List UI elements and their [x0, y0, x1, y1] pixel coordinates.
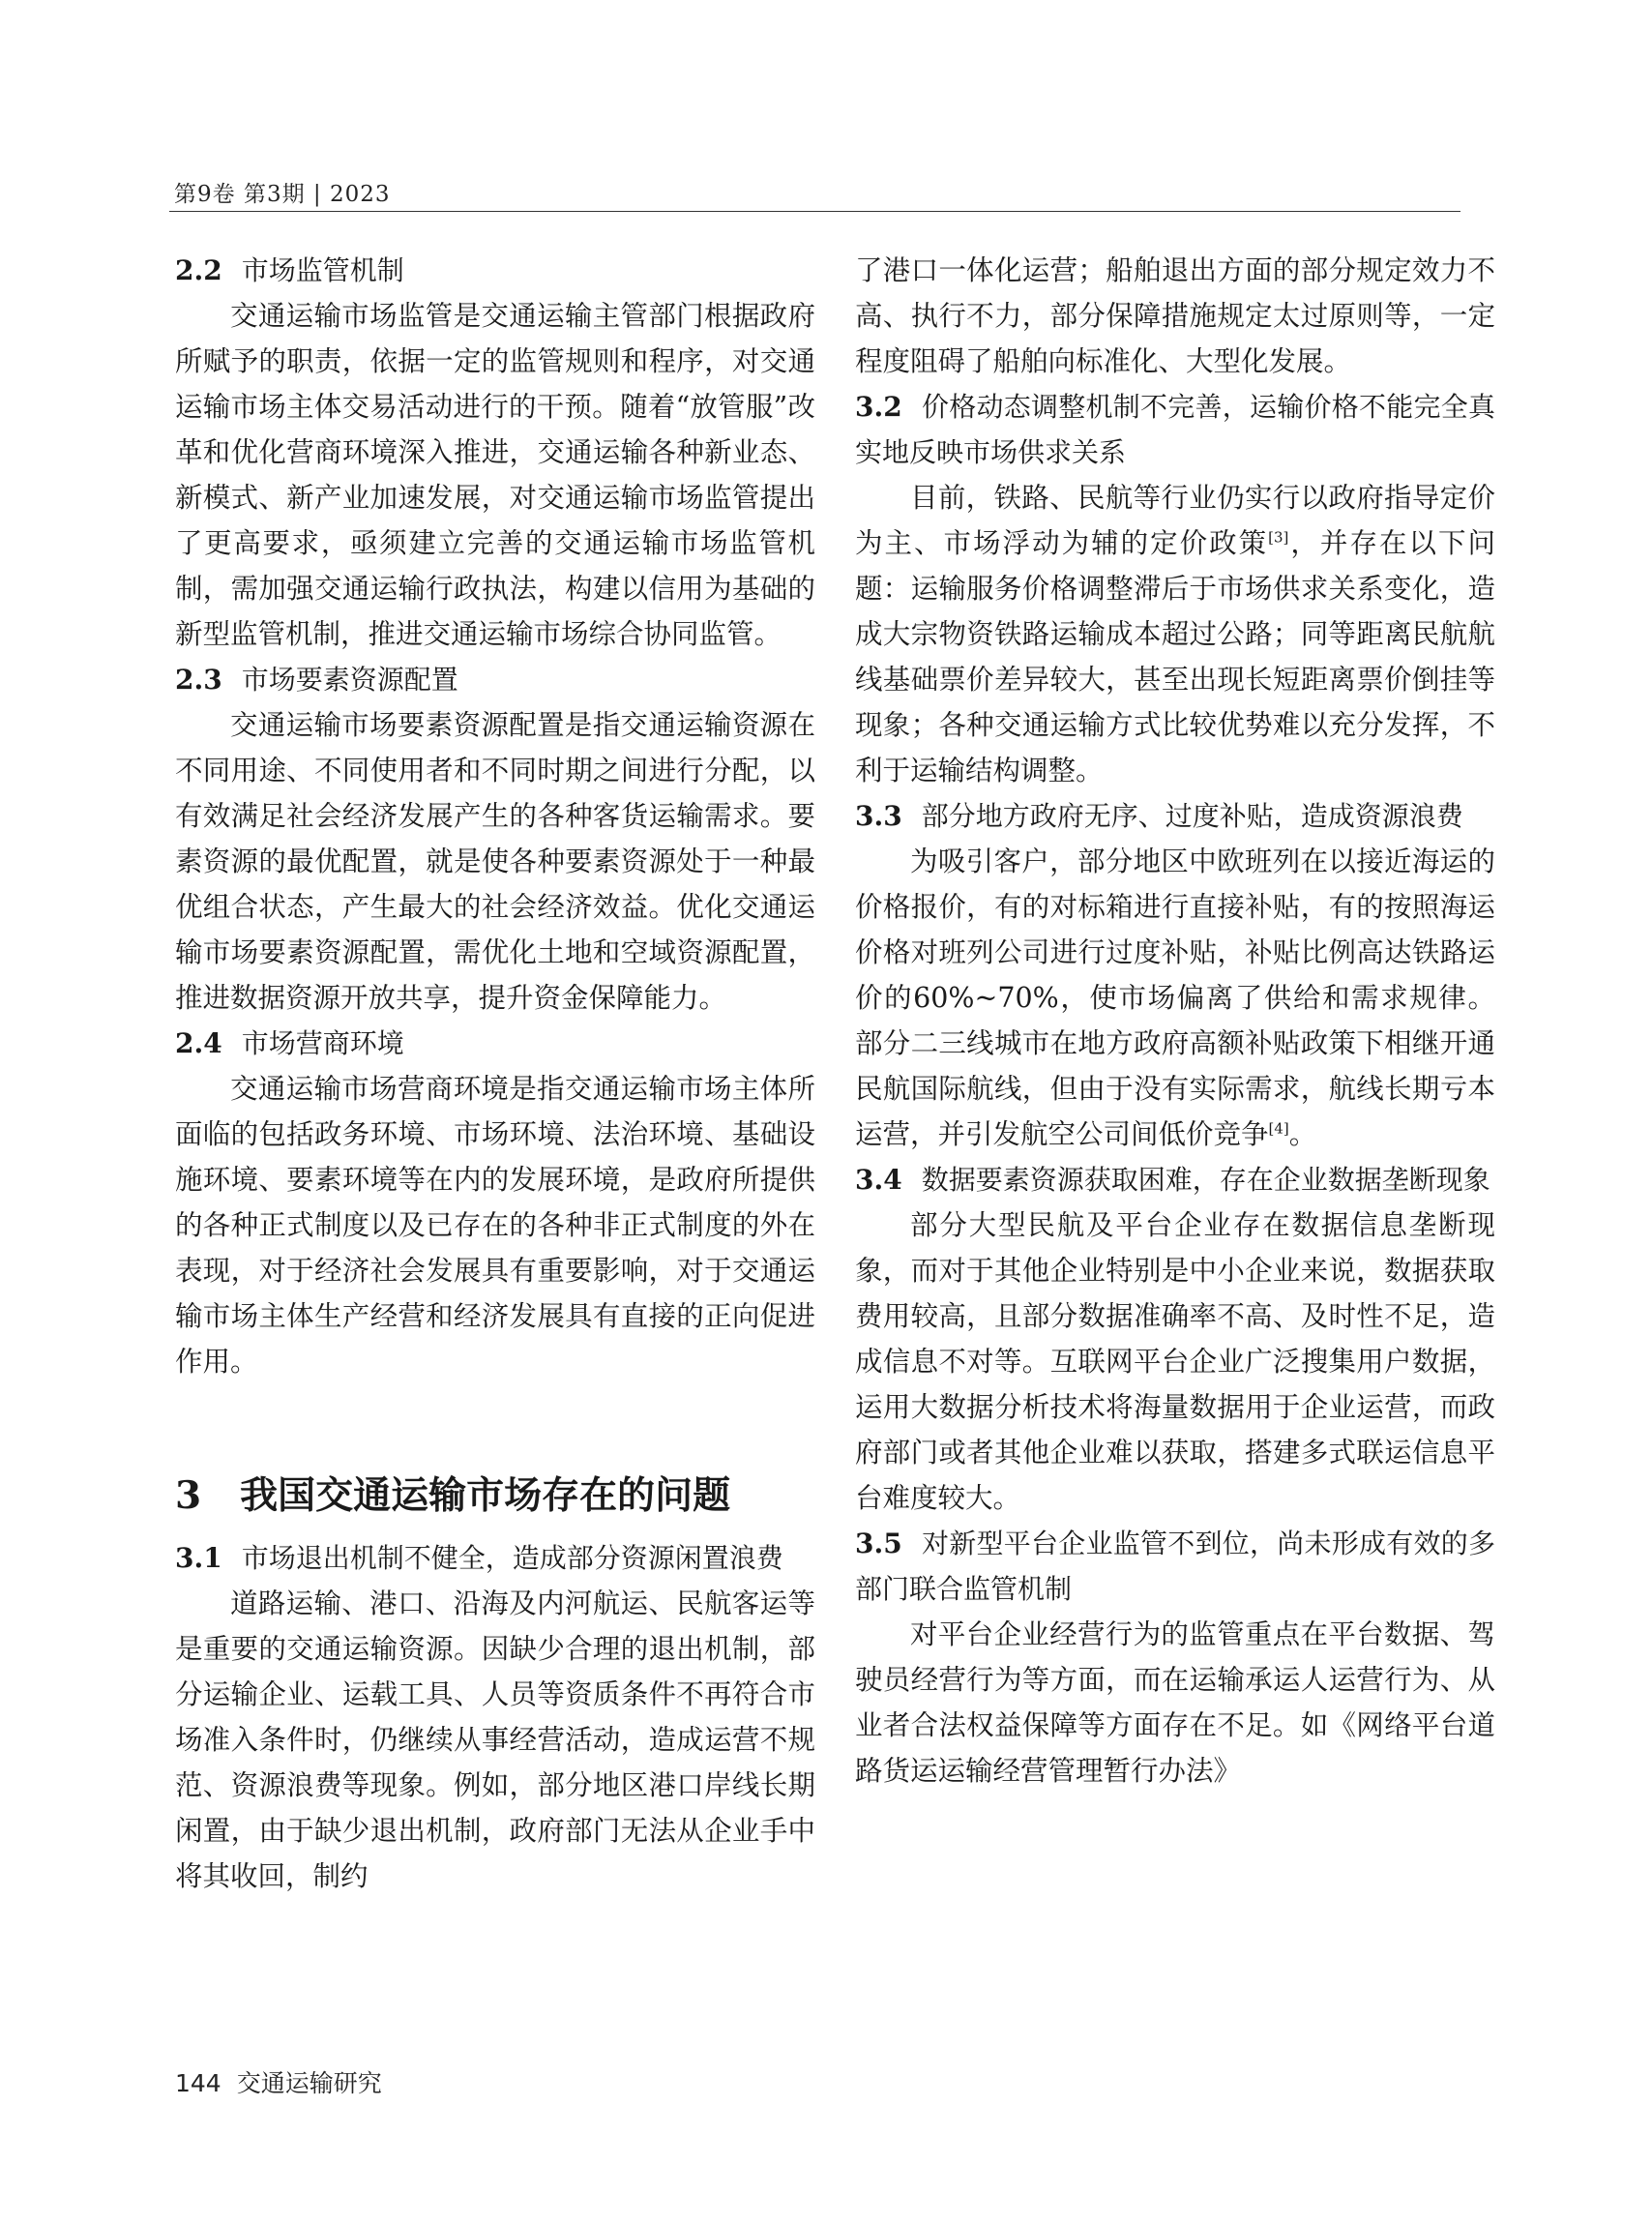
journal-name: 交通运输研究: [236, 2069, 382, 2097]
citation-ref[interactable]: [3]: [1268, 528, 1289, 547]
paragraph: 道路运输、港口、沿海及内河航运、民航客运等是重要的交通运输资源。因缺少合理的退出机制，部分运输企业、运载工具、人员等资质条件不再符合市场准入条件时，仍继续从事经营活动，造成运营不规范、资源浪费等现象。例如，部分地区港口岸线长期闲置，由于缺少退出机制，政府部门无法从企业手中将其收回，制约: [175, 1587, 815, 1892]
section-heading-2-3: 2.3 市场要素资源配置: [175, 664, 458, 696]
paragraph: 交通运输市场营商环境是指交通运输市场主体所面临的包括政务环境、市场环境、法治环境、基础设施环境、要素环境等在内的发展环境，是政府所提供的各种正式制度以及已存在的各种非正式制度的外在表现，对于经济社会发展具有重要影响，对于交通运输市场主体生产经营和经济发展具有直接的正向促进作用。: [175, 1073, 815, 1378]
section-heading-2-2: 2.2 市场监管机制: [175, 254, 404, 286]
chapter-heading-3: 3 我国交通运输市场存在的问题: [175, 1473, 731, 1518]
page-number: 144: [175, 2069, 221, 2097]
section-heading-3-5: 3.5 对新型平台企业监管不到位，尚未形成有效的多部门联合监管机制: [855, 1528, 1495, 1605]
running-head: 第9卷 第3期 | 2023: [174, 182, 391, 207]
paragraph: 部分大型民航及平台企业存在数据信息垄断现象，而对于其他企业特别是中小企业来说，数据获取费用较高，且部分数据准确率不高、及时性不足，造成信息不对等。互联网平台企业广泛搜集用户数据，运用大数据分析技术将海量数据用于企业运营，而政府部门或者其他企业难以获取，搭建多式联运信息平台难度较大。: [855, 1209, 1495, 1514]
section-heading-3-2: 3.2 价格动态调整机制不完善，运输价格不能完全真实地反映市场供求关系: [855, 391, 1495, 468]
section-heading-3-4: 3.4 数据要素资源获取困难，存在企业数据垄断现象: [855, 1164, 1490, 1196]
paragraph-continued: 了港口一体化运营；船舶退出方面的部分规定效力不高、执行不力，部分保障措施规定太过原则等，一定程度阻碍了船舶向标准化、大型化发展。: [855, 254, 1495, 377]
citation-ref[interactable]: [4]: [1268, 1119, 1289, 1138]
paragraph: 对平台企业经营行为的监管重点在平台数据、驾驶员经营行为等方面，而在运输承运人运营行为、从业者合法权益保障等方面存在不足。如《网络平台道路货运运输经营管理暂行办法》: [855, 1618, 1495, 1787]
header-rule: [169, 211, 1460, 212]
right-column: [855, 248, 1495, 1794]
left-column: [175, 248, 815, 1899]
section-heading-3-3: 3.3 部分地方政府无序、过度补贴，造成资源浪费: [855, 800, 1463, 832]
section-heading-2-4: 2.4 市场营商环境: [175, 1027, 404, 1059]
paragraph: 交通运输市场要素资源配置是指交通运输资源在不同用途、不同使用者和不同时期之间进行分配，以有效满足社会经济发展产生的各种客货运输需求。要素资源的最优配置，就是使各种要素资源处于一种最优组合状态，产生最大的社会经济效益。优化交通运输市场要素资源配置，需优化土地和空域资源配置，推进数据资源开放共享，提升资金保障能力。: [175, 709, 815, 1014]
paragraph: 交通运输市场监管是交通运输主管部门根据政府所赋予的职责，依据一定的监管规则和程序，对交通运输市场主体交易活动进行的干预。随着“放管服”改革和优化营商环境深入推进，交通运输各种新业态、新模式、新产业加速发展，对交通运输市场监管提出了更高要求，亟须建立完善的交通运输市场监管机制，需加强交通运输行政执法，构建以信用为基础的新型监管机制，推进交通运输市场综合协同监管。: [175, 300, 815, 650]
paragraph: 为吸引客户，部分地区中欧班列在以接近海运的价格报价，有的对标箱进行直接补贴，有的按照海运价格对班列公司进行过度补贴，补贴比例高达铁路运价的60%~70%，使市场偏离了供给和需求规律。部分二三线城市在地方政府高额补贴政策下相继开通民航国际航线，但由于没有实际需求，航线长期亏本运营，并引发航空公司间低价竞争[4]。: [855, 846, 1495, 1150]
page-footer: [175, 2064, 382, 2099]
paragraph: 目前，铁路、民航等行业仍实行以政府指导定价为主、市场浮动为辅的定价政策[3]，并存在以下问题：运输服务价格调整滞后于市场供求关系变化，造成大宗物资铁路运输成本超过公路；同等距离民航航线基础票价差异较大，甚至出现长短距离票价倒挂等现象；各种交通运输方式比较优势难以充分发挥，不利于运输结构调整。: [855, 482, 1495, 786]
section-heading-3-1: 3.1 市场退出机制不健全，造成部分资源闲置浪费: [175, 1542, 783, 1574]
